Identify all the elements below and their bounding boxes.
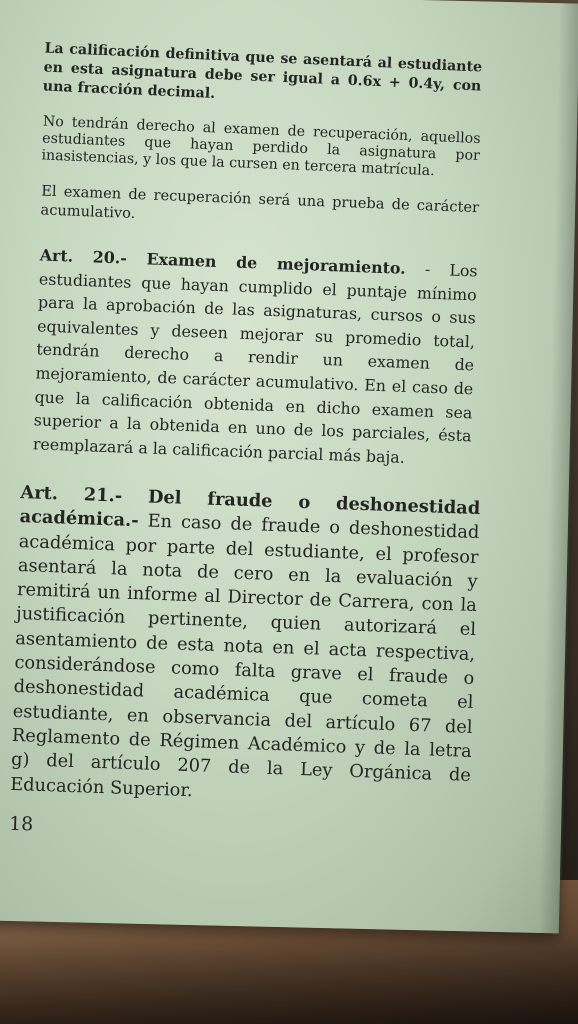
article-20-title: Art. 20.- Examen de mejoramiento.: [39, 245, 407, 278]
article-21-title: Art. 21.- Del fraude o deshonestidad académica.-: [19, 482, 481, 532]
paragraph-grade-formula: La calificación definitiva que se asentará al estudiante en esta asignatura debe ser igual a 0.6x + 0.4y, con una fracción decimal.: [42, 40, 483, 102]
article-21: [10, 481, 481, 813]
article-21-body: En caso de fraude o deshonestidad académica por parte del estudiante, el profesor asentará la nota de cero en la evaluación y remitirá un informe al Director de Carrera, con la justificación pertinente, quien autorizará el asentamiento de esta nota en el acta respectiva, considerándose como falta grave el fraude o deshonestidad académica que cometa el estudiante, en observancia del artículo 67 del Reglamento de Régimen Académico y de la letra g) del artículo 207 de la Ley Orgánica de Educación Superior.: [9, 510, 480, 802]
page-edge-shadow: [539, 3, 578, 933]
article-20: [32, 243, 477, 471]
page-number: 18: [8, 812, 34, 836]
paragraph-no-recovery-right: No tendrán derecho al examen de recuperación, aquellos estudiantes que hayan perdido la asignatura por inasistencias, y los que la cursen en tercera matrícula.: [41, 113, 481, 180]
paragraph-recovery-exam: El examen de recuperación será una prueba de carácter acumulativo.: [40, 182, 480, 223]
page-text: [9, 39, 483, 807]
table-shadow: [0, 930, 578, 1024]
article-20-body: - Los estudiantes que hayan cumplido el puntaje mínimo para la aprobación de las asignaturas, cursos o sus equivalentes y deseen mejorar su promedio total, tendrán derecho a rendir un examen de mejoramiento, de carácter acumulativo. En el caso de que la calificación obtenida en dicho examen sea superior a la obtenida en uno de los parciales, ésta reemplazará a la calificación parcial más baja.: [32, 258, 478, 467]
